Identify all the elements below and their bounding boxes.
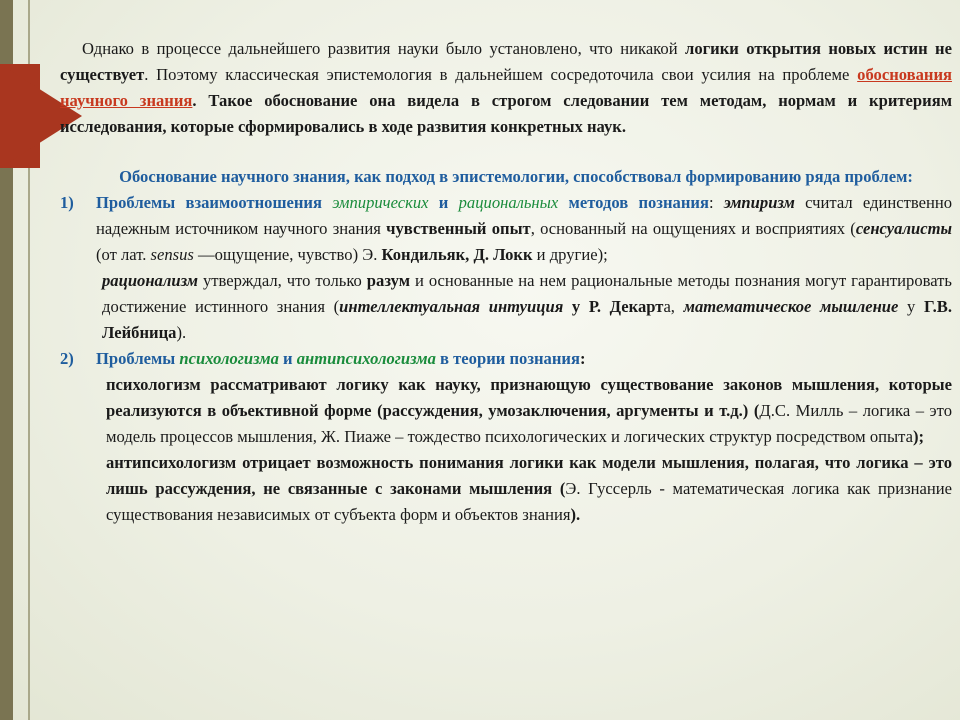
item1-leibniz: Г.В. Лейбница [102,297,953,342]
term-rationalism: рационализм [102,271,199,290]
term-math-thinking: математическое мышление [683,297,899,316]
term-sensus: sensus [150,245,194,264]
intro-text-1: Однако в процессе дальнейшего развития науки было установлено, что никакой [82,39,686,58]
section-heading: Обоснование научного знания, как подход в эпистемологии, способствовал формированию ряда проблем: [119,167,913,186]
item1-r-text-5: ). [176,323,187,342]
item2-psych-bold: психологизм рассматривают логику как науку, признающую существование законов мышления, которые реализуются в объективной форме (рассуждения, умозаключения, аргументы и т.д.) ( [106,375,952,420]
item1-names: Кондильяк, Д. Локк [381,245,533,264]
term-intuition: интеллектуальная интуиция [339,297,564,316]
item2-antipsych-paragraph [96,450,952,528]
term-sensualists: сенсуалисты [855,219,952,238]
item1-text-3: (от лат. [96,245,151,264]
item1-paragraph [96,190,952,268]
list-number-2: 2) [60,349,74,368]
intro-bold-1: логики открытия новых истин не существует [60,39,952,84]
item2-psychologism: психологизма [179,349,279,368]
intro-text-2: . Поэтому классическая эпистемология в дальнейшем сосредоточила свои усилия на проблеме [144,65,858,84]
item1-title-1: Проблемы взаимоотношения [96,193,333,212]
item1-title-2: и [428,193,459,212]
item1-text-4: —ощущение, чувство) Э. [193,245,382,264]
list-item-1 [56,190,952,346]
item1-r-text-3: а, [663,297,684,316]
item1-r-text-1: утверждал, что только [198,271,367,290]
item1-text-1: считал единственно надежным источником научного знания [96,193,953,238]
item1-r-text-2: и основанные на нем рациональные методы познания могут гарантировать достижение истинного знания ( [102,271,952,316]
item2-antipsych-text: Э. Гуссерль - математическая логика как признание существования независимых от субъекта форм и объектов знания [106,479,952,524]
slide-content [56,36,952,528]
list-number-1: 1) [60,193,74,212]
item2-psych-text: Д.С. Милль – логика – это модель процессов мышления, Ж. Пиаже – тождество психологических и логических структур посредством опыта [106,401,952,446]
item2-antipsych-end: ). [570,505,581,524]
item1-colon: : [708,193,724,212]
term-empiricism: эмпиризм [723,193,795,212]
item2-title-2: и [278,349,297,368]
item1-title-3: методов познания [558,193,709,212]
list-item-2 [56,346,952,528]
item2-title-3: в теории познания [435,349,580,368]
item2-antipsychologism: антипсихологизма [296,349,436,368]
intro-paragraph [56,36,952,140]
item2-psych-paragraph [96,372,952,450]
item1-text-2: , основанный на ощущениях и восприятиях ( [530,219,856,238]
item2-title-line [96,346,952,372]
item1-rationalism-paragraph [96,268,952,346]
item1-text-5: и другие); [532,245,608,264]
item1-rational: рациональных [458,193,559,212]
term-sensory-experience: чувственный опыт [386,219,531,238]
item2-antipsych-bold: антипсихологизм отрицает возможность понимания логики как модели мышления, полагая, что логика – это лишь рассуждения, не связанные с законами мышления ( [106,453,952,498]
item2-psych-end: ); [912,427,925,446]
item1-r-text-4: у [898,297,924,316]
item2-title-1: Проблемы [96,349,180,368]
item1-descartes: у Р. Декарт [563,297,664,316]
item1-empirical: эмпирических [332,193,429,212]
intro-bold-2: . Такое обоснование она видела в строгом следовании тем методам, нормам и критериям исследования, которые сформировались в ходе развития конкретных наук. [60,91,952,136]
term-reason: разум [366,271,411,290]
justification-link[interactable]: обоснования научного знания [60,65,952,110]
item2-colon: : [579,349,586,368]
